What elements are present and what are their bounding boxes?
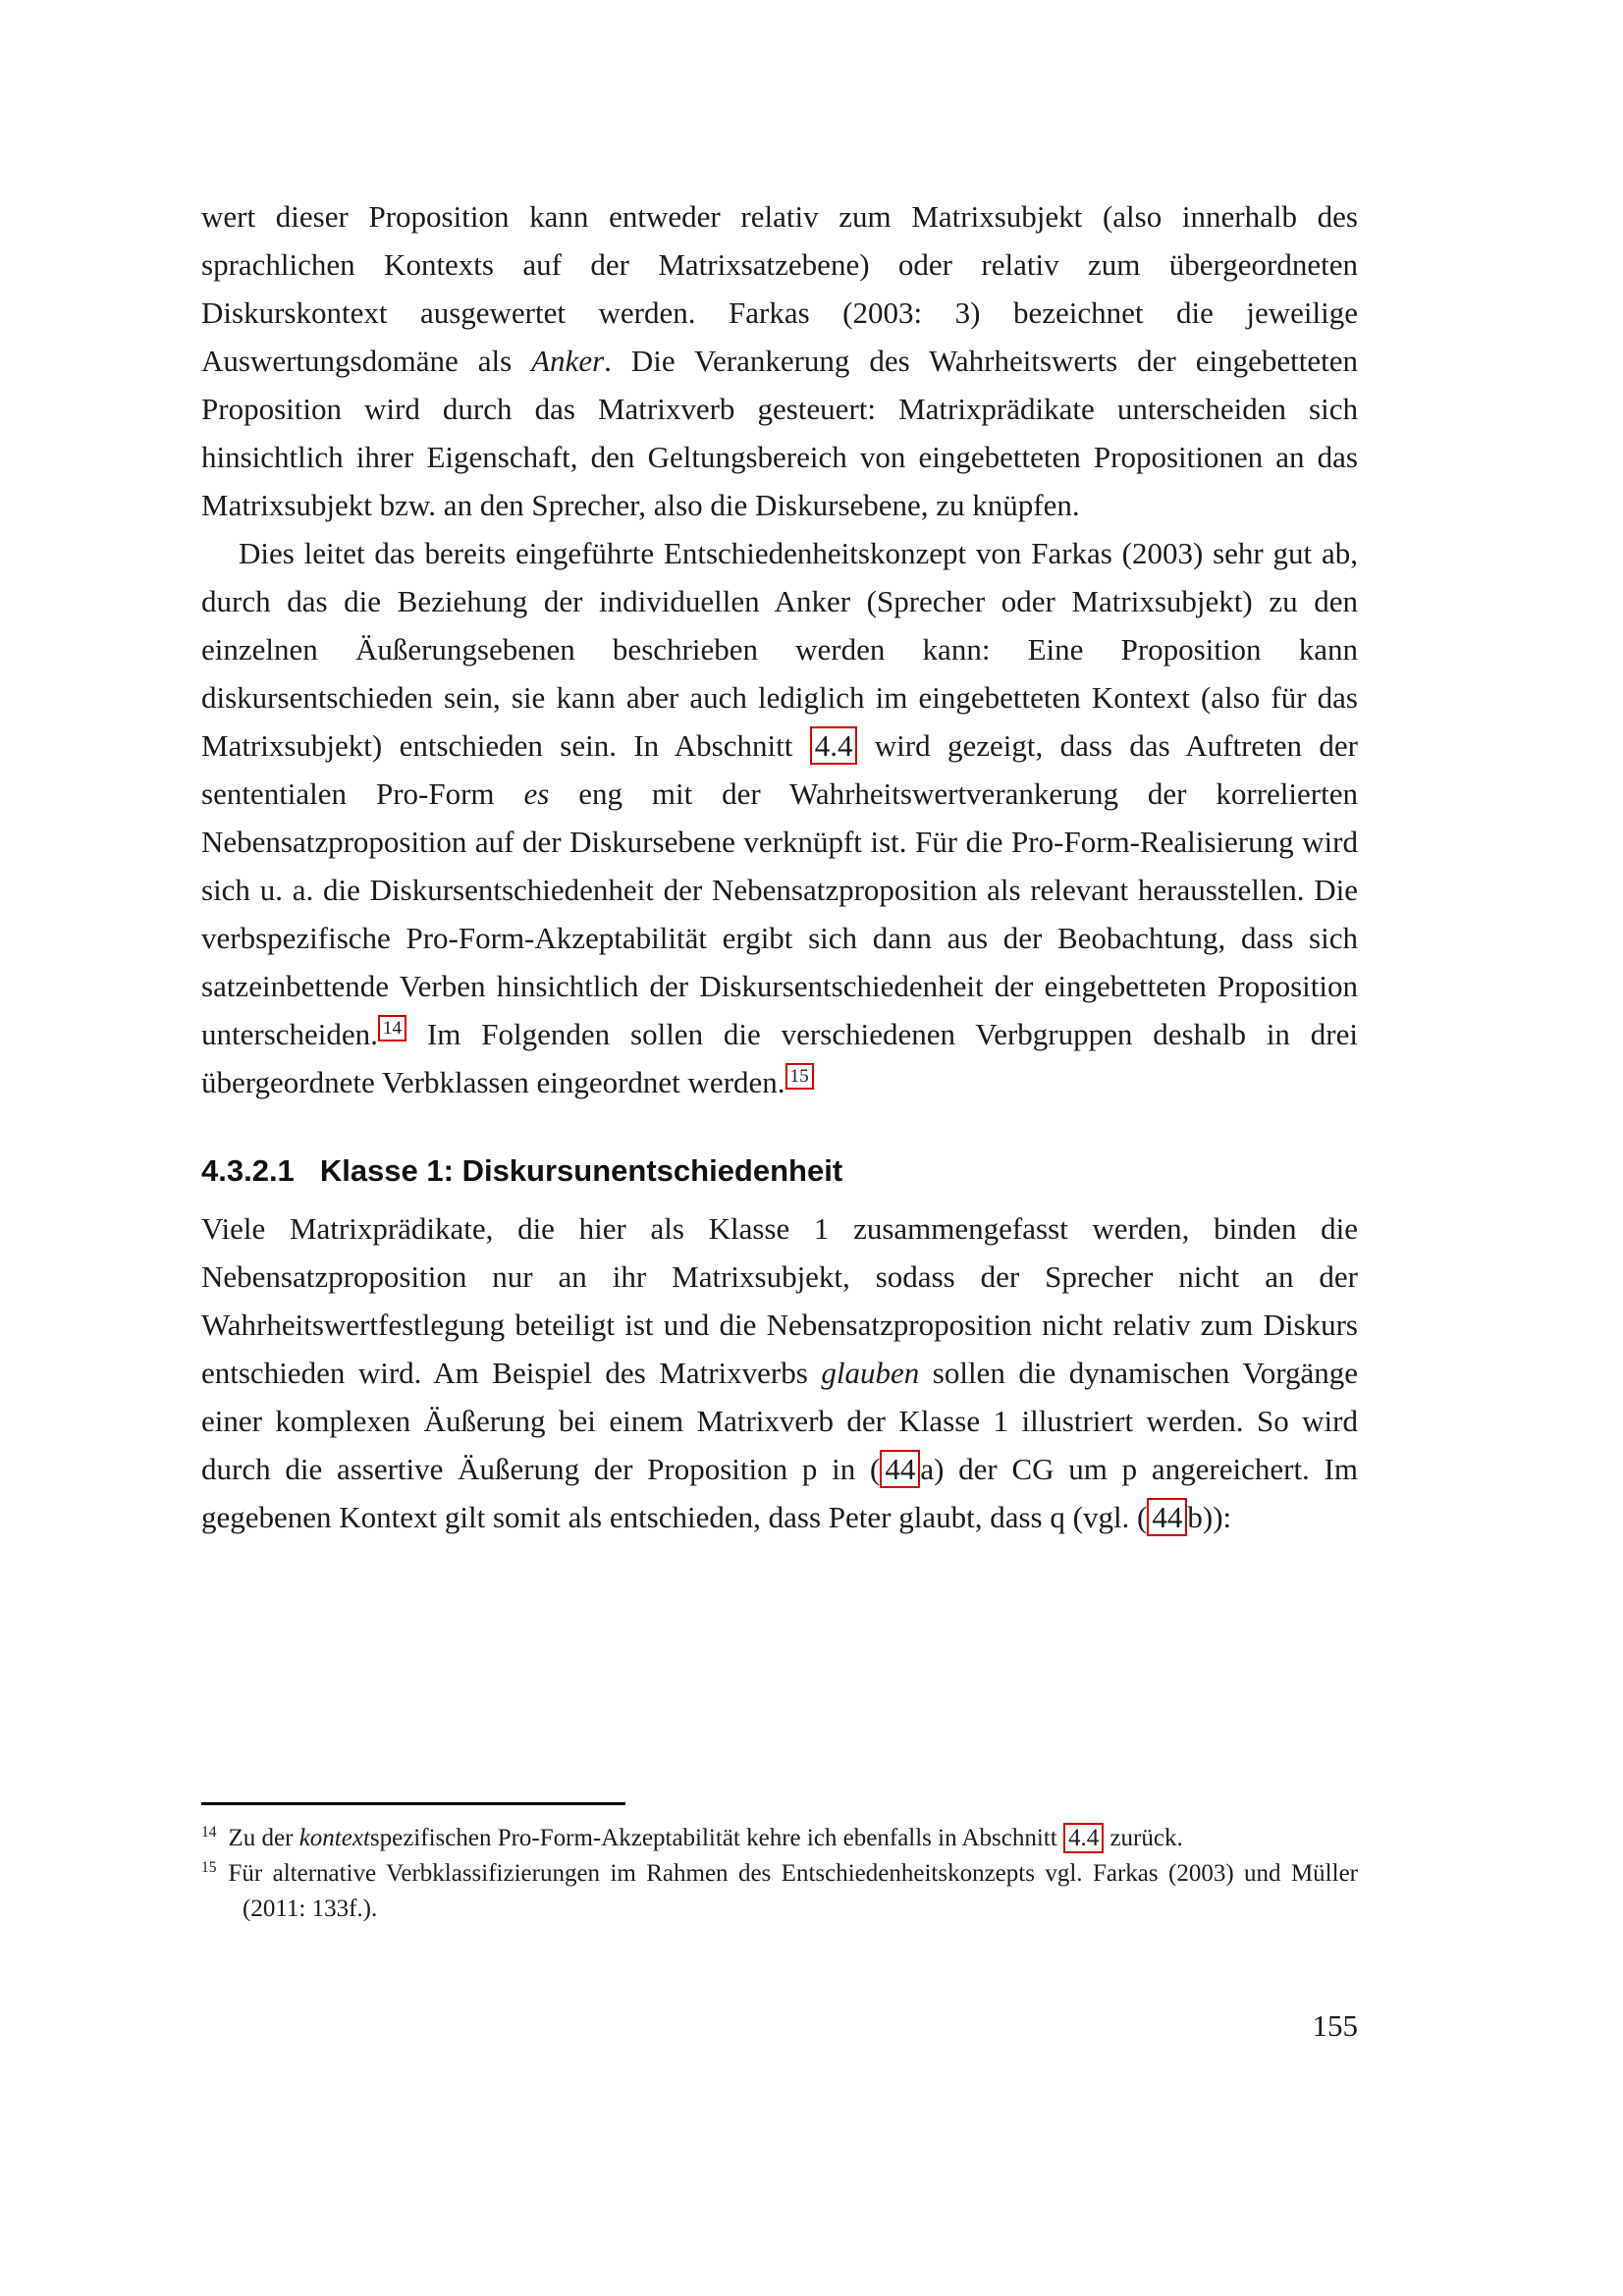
paragraph (201, 192, 1358, 529)
text-run: Im Folgenden sollen die verschiedenen Verbgruppen deshalb in drei übergeordnete Verbklassen eingeordnet werden. (201, 1017, 1358, 1099)
text-run: spezifischen Pro-Form-Akzeptabilität kehre ich ebenfalls in Abschnitt (369, 1825, 1063, 1851)
text-run: wird gezeigt, dass das Auftreten der sententialen Pro-Form (201, 728, 1358, 811)
section-title: Klasse 1: Diskursunentschiedenheit (319, 1153, 843, 1188)
text-block (201, 192, 1358, 1541)
cross-reference-link[interactable]: 4.4 (810, 726, 858, 765)
text-run: Dies leitet das bereits eingeführte Entschiedenheitskonzept von Farkas (2003) sehr gut ab, durch das die Beziehung der individuellen Anker (Sprecher oder Matrixsubjekt) zu den einzelnen Äußerungsebenen beschrieben werden kann: Eine Proposition kann diskursentschieden sein, sie kann aber auch lediglich im eingebetteten Kontext (also für das Matrixsubjekt) entschieden sein. In Abschnitt (201, 536, 1358, 763)
text-run: zurück. (1104, 1825, 1183, 1851)
text-run: a) der CG um p angereichert. Im gegebenen Kontext gilt somit als entschieden, dass Peter glaubt, dass q (vgl. ( (201, 1452, 1358, 1534)
italic-text: Anker (531, 344, 605, 378)
cross-reference-link[interactable]: 4.4 (1063, 1823, 1104, 1853)
section-number: 4.3.2.1 (201, 1153, 295, 1188)
footnote-area (201, 1802, 1358, 1927)
text-run: b)): (1187, 1500, 1232, 1534)
footnote-reference-link[interactable]: 14 (378, 1015, 406, 1041)
paragraph (201, 529, 1358, 1106)
footnote-reference-link[interactable]: 15 (785, 1063, 814, 1090)
page-number: 155 (1312, 2008, 1358, 2043)
text-run: wert dieser Proposition kann entweder relativ zum Matrixsubjekt (also innerhalb des sprachlichen Kontexts auf der Matrixsatzebene) oder relativ zum übergeordneten Diskurskontext ausgewertet werden. Farkas (2003: 3) bezeichnet die jeweilige Auswertungsdomäne als (201, 199, 1358, 378)
footnote (201, 1821, 1358, 1856)
italic-text: kontext (298, 1825, 370, 1851)
footnote-text (229, 1860, 1359, 1922)
footnote-marker: 14 (201, 1823, 217, 1841)
text-run: Zu der (228, 1825, 299, 1851)
footnote-text (229, 1823, 1183, 1853)
footnote-marker: 15 (201, 1858, 217, 1876)
section-heading (201, 1151, 1358, 1191)
paragraph (201, 1204, 1358, 1541)
cross-reference-link[interactable]: 44 (880, 1450, 920, 1488)
text-run: . Die Verankerung des Wahrheitswerts der eingebetteten Proposition wird durch das Matrixverb gesteuert: Matrixprädikate unterscheiden sich hinsichtlich ihrer Eigenschaft, den Geltungsbereich von eingebetteten Propositionen an das Matrixsubjekt bzw. an den Sprecher, also die Diskursebene, zu knüpfen. (201, 344, 1358, 522)
text-run: Für alternative Verbklassifizierungen im Rahmen des Entschiedenheitskonzepts vgl. Farkas (2003) und Müller (2011: 133f.). (228, 1860, 1358, 1922)
italic-text: es (523, 776, 550, 811)
footnote-rule (201, 1802, 625, 1805)
text-run: sollen die dynamischen Vorgänge einer komplexen Äußerung bei einem Matrixverb der Klasse 1 illustriert werden. So wird durch die assertive Äußerung der Proposition p in ( (201, 1356, 1358, 1486)
text-run: Viele Matrixprädikate, die hier als Klasse 1 zusammengefasst werden, binden die Nebensatzproposition nur an ihr Matrixsubjekt, sodass der Sprecher nicht an der Wahrheitswertfestlegung beteiligt ist und die Nebensatzproposition nicht relativ zum Diskurs entschieden wird. Am Beispiel des Matrixverbs (201, 1211, 1358, 1390)
footnote (201, 1856, 1358, 1927)
italic-text: glauben (821, 1356, 920, 1390)
text-run: eng mit der Wahrheitswertverankerung der korrelierten Nebensatzproposition auf der Diskursebene verknüpft ist. Für die Pro-Form-Realisierung wird sich u. a. die Diskursentschiedenheit der Nebensatzproposition als relevant herausstellen. Die verbspezifische Pro-Form-Akzeptabilität ergibt sich dann aus der Beobachtung, dass sich satzeinbettende Verben hinsichtlich der Diskursentschiedenheit der eingebetteten Proposition unterscheiden. (201, 776, 1358, 1051)
cross-reference-link[interactable]: 44 (1147, 1498, 1187, 1536)
